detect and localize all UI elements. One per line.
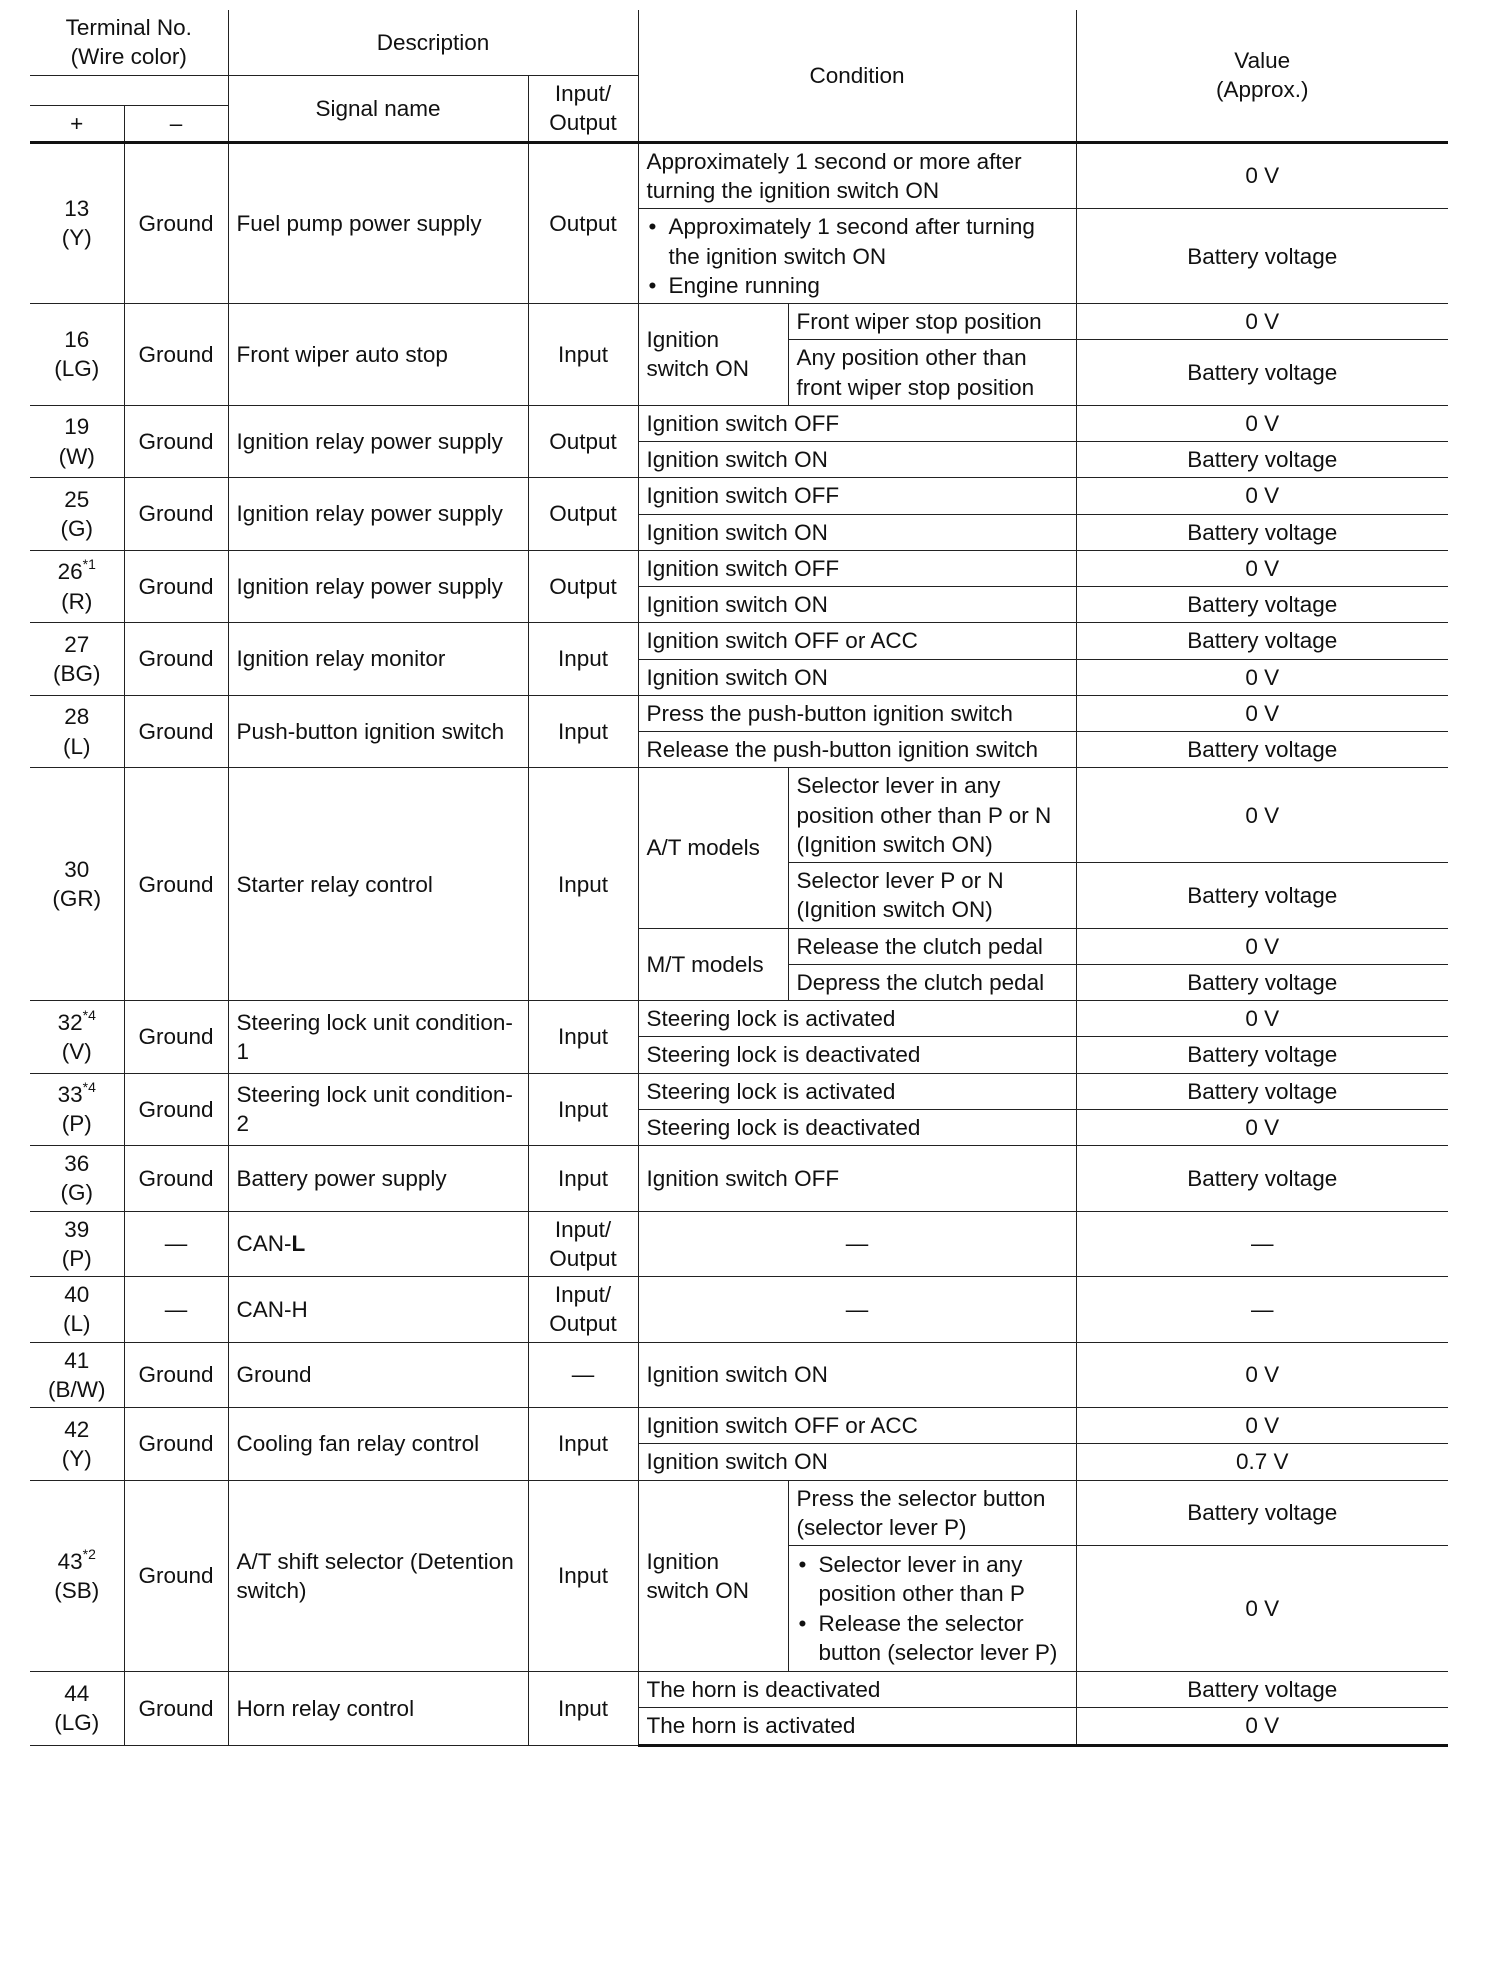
condition-cell: The horn is activated (638, 1708, 1076, 1745)
value-cell: 0 V (1076, 1342, 1448, 1408)
condition-group-cell: Ignition switch ON (638, 1480, 788, 1672)
value-cell: — (1076, 1277, 1448, 1343)
table-row (30, 1342, 1448, 1408)
table-row (30, 478, 1448, 514)
value-cell: Battery voltage (1076, 1037, 1448, 1073)
value-cell: Battery voltage (1076, 732, 1448, 768)
condition-cell: — (638, 1277, 1076, 1343)
terminal-spec-table-wrapper (30, 10, 1448, 1747)
terminal-number: 44 (64, 1681, 90, 1706)
terminal-number: 32 (57, 1009, 83, 1035)
table-row (30, 1001, 1448, 1037)
table-row (30, 1672, 1448, 1708)
value-cell: 0 V (1076, 1001, 1448, 1037)
wire-color: (LG) (54, 356, 100, 382)
value-cell: 0 V (1076, 928, 1448, 964)
condition-cell (788, 1546, 1076, 1672)
condition-cell (638, 209, 1076, 304)
signal-name-cell: Ground (228, 1342, 528, 1408)
terminal-number: 39 (64, 1216, 90, 1242)
negative-terminal-cell: Ground (124, 768, 228, 1001)
condition-cell: Any position other than front wiper stop position (788, 340, 1076, 406)
value-cell: Battery voltage (1076, 340, 1448, 406)
signal-name-cell: Steering lock unit condition-1 (228, 1001, 528, 1074)
negative-terminal-cell: Ground (124, 1342, 228, 1408)
io-cell: Input (528, 695, 638, 768)
value-cell: Battery voltage (1076, 964, 1448, 1000)
wire-color: (V) (61, 1038, 92, 1064)
value-cell: Battery voltage (1076, 1073, 1448, 1109)
value-cell: 0 V (1076, 142, 1448, 209)
condition-cell: Ignition switch ON (638, 442, 1076, 478)
terminal-cell (30, 1408, 124, 1481)
condition-cell: — (638, 1211, 1076, 1277)
condition-cell: Selector lever in any position other than P or N (Ignition switch ON) (788, 768, 1076, 863)
minus-header: – (124, 105, 228, 142)
terminal-cell (30, 768, 124, 1001)
wire-color: (P) (61, 1111, 92, 1137)
terminal-cell (30, 1146, 124, 1212)
negative-terminal-cell: Ground (124, 550, 228, 623)
negative-terminal-cell: Ground (124, 478, 228, 551)
condition-bullet-list (797, 1550, 1068, 1667)
terminal-footnote-marker: *4 (82, 1006, 96, 1023)
terminal-cell (30, 405, 124, 478)
signal-name-cell: Steering lock unit condition-2 (228, 1073, 528, 1146)
terminal-cell (30, 1073, 124, 1146)
condition-bullet: • Release the selector button (selector lever P) (797, 1609, 1068, 1668)
negative-terminal-cell: Ground (124, 1408, 228, 1481)
wire-color: (B/W) (48, 1376, 106, 1402)
value-cell: 0 V (1076, 1408, 1448, 1444)
signal-name-cell: Ignition relay monitor (228, 623, 528, 696)
io-cell: Output (528, 478, 638, 551)
terminal-cell (30, 304, 124, 406)
value-cell: 0 V (1076, 1109, 1448, 1145)
condition-cell: Ignition switch OFF (638, 478, 1076, 514)
condition-cell: Press the selector button (selector lever P) (788, 1480, 1076, 1546)
condition-cell: Depress the clutch pedal (788, 964, 1076, 1000)
condition-cell: Approximately 1 second or more after turning the ignition switch ON (638, 142, 1076, 209)
terminal-cell (30, 478, 124, 551)
terminal-cell (30, 1672, 124, 1746)
wire-color: (L) (63, 733, 91, 759)
terminal-footnote-marker: *4 (82, 1079, 96, 1095)
io-cell: Output (528, 405, 638, 478)
condition-cell: Ignition switch OFF (638, 1146, 1076, 1212)
condition-cell: Release the clutch pedal (788, 928, 1076, 964)
condition-bullet-list (647, 212, 1068, 300)
condition-cell: Ignition switch ON (638, 1342, 1076, 1408)
value-cell: 0 V (1076, 1546, 1448, 1672)
condition-cell: Front wiper stop position (788, 304, 1076, 340)
terminal-spec-table (30, 10, 1448, 1747)
wire-color: (G) (60, 1180, 93, 1206)
terminal-number: 40 (64, 1282, 90, 1307)
terminal-no-header: Terminal No. (Wire color) (30, 10, 228, 75)
value-cell: Battery voltage (1076, 442, 1448, 478)
condition-cell: Release the push-button ignition switch (638, 732, 1076, 768)
table-row (30, 695, 1448, 731)
terminal-number: 25 (64, 486, 90, 512)
table-row (30, 623, 1448, 659)
wire-color: (SB) (54, 1577, 100, 1603)
signal-name-cell: Starter relay control (228, 768, 528, 1001)
condition-cell: Selector lever P or N (Ignition switch ON) (788, 863, 1076, 929)
terminal-footnote-marker: *2 (82, 1545, 96, 1562)
negative-terminal-cell: Ground (124, 304, 228, 406)
negative-terminal-cell: Ground (124, 1073, 228, 1146)
value-cell: Battery voltage (1076, 1480, 1448, 1546)
negative-terminal-cell: Ground (124, 405, 228, 478)
value-cell: 0 V (1076, 550, 1448, 586)
value-cell: Battery voltage (1076, 623, 1448, 659)
table-row (30, 1211, 1448, 1277)
condition-group-cell: M/T models (638, 928, 788, 1001)
signal-name-cell: Ignition relay power supply (228, 550, 528, 623)
condition-group-cell: Ignition switch ON (638, 304, 788, 406)
wire-color: (BG) (53, 661, 101, 686)
wire-color: (W) (58, 443, 95, 469)
table-row (30, 768, 1448, 863)
condition-bullet: • Selector lever in any position other than P (797, 1550, 1068, 1609)
value-cell: Battery voltage (1076, 863, 1448, 929)
condition-cell: Ignition switch OFF (638, 405, 1076, 441)
terminal-cell (30, 1211, 124, 1277)
terminal-number: 41 (64, 1347, 90, 1373)
io-cell: Input (528, 1073, 638, 1146)
signal-name-cell: CAN-H (228, 1277, 528, 1343)
value-cell: — (1076, 1211, 1448, 1277)
signal-name-emphasis: L (291, 1231, 306, 1257)
io-cell: Output (528, 550, 638, 623)
signal-name-cell: CAN-L (228, 1211, 528, 1277)
terminal-footnote-marker: *1 (82, 556, 96, 573)
terminal-cell (30, 142, 124, 303)
wire-color: (Y) (61, 225, 92, 251)
negative-terminal-cell: Ground (124, 1146, 228, 1212)
value-cell: Battery voltage (1076, 209, 1448, 304)
value-cell: 0 V (1076, 304, 1448, 340)
value-cell: 0 V (1076, 405, 1448, 441)
wire-color: (LG) (54, 1710, 100, 1736)
terminal-cell (30, 1480, 124, 1672)
description-header: Description (228, 10, 638, 75)
terminal-cell (30, 623, 124, 696)
condition-cell: Ignition switch ON (638, 587, 1076, 623)
terminal-number: 19 (64, 414, 90, 440)
signal-name-cell: Ignition relay power supply (228, 478, 528, 551)
wire-color: (G) (60, 516, 93, 541)
negative-terminal-cell: Ground (124, 1672, 228, 1746)
table-header (30, 10, 1448, 142)
io-cell: Input/ Output (528, 1211, 638, 1277)
condition-cell: Ignition switch ON (638, 1444, 1076, 1480)
terminal-number: 43 (57, 1548, 83, 1574)
condition-cell: Ignition switch OFF or ACC (638, 623, 1076, 659)
value-cell: Battery voltage (1076, 1672, 1448, 1708)
terminal-number: 36 (64, 1151, 90, 1176)
condition-header: Condition (638, 10, 1076, 142)
terminal-header-spacer (30, 75, 228, 105)
table-row (30, 550, 1448, 586)
io-cell: Output (528, 142, 638, 303)
io-cell: Input (528, 1480, 638, 1672)
signal-name-cell: Push-button ignition switch (228, 695, 528, 768)
signal-name-cell: Battery power supply (228, 1146, 528, 1212)
terminal-cell (30, 550, 124, 623)
condition-cell: Steering lock is deactivated (638, 1109, 1076, 1145)
io-cell: Input (528, 768, 638, 1001)
wire-color: (L) (63, 1311, 91, 1337)
table-row (30, 1480, 1448, 1546)
terminal-number: 28 (64, 704, 90, 730)
value-cell: 0 V (1076, 659, 1448, 695)
condition-group-cell: A/T models (638, 768, 788, 928)
value-header: Value (Approx.) (1076, 10, 1448, 142)
table-row (30, 1408, 1448, 1444)
io-cell: Input (528, 1672, 638, 1746)
signal-name-cell: Cooling fan relay control (228, 1408, 528, 1481)
condition-cell: Ignition switch ON (638, 659, 1076, 695)
terminal-cell (30, 1342, 124, 1408)
terminal-number: 26 (57, 559, 83, 585)
io-cell: — (528, 1342, 638, 1408)
condition-cell: Press the push-button ignition switch (638, 695, 1076, 731)
condition-cell: Ignition switch ON (638, 514, 1076, 550)
value-cell: Battery voltage (1076, 514, 1448, 550)
table-row (30, 405, 1448, 441)
signal-name-header: Signal name (228, 75, 528, 142)
value-cell: 0.7 V (1076, 1444, 1448, 1480)
terminal-cell (30, 1277, 124, 1343)
value-cell: 0 V (1076, 478, 1448, 514)
condition-cell: Steering lock is activated (638, 1073, 1076, 1109)
io-cell: Input/ Output (528, 1277, 638, 1343)
condition-cell: Steering lock is activated (638, 1001, 1076, 1037)
io-cell: Input (528, 1001, 638, 1074)
terminal-number: 27 (64, 631, 90, 657)
table-row (30, 142, 1448, 209)
terminal-cell (30, 1001, 124, 1074)
signal-name-cell: Horn relay control (228, 1672, 528, 1746)
condition-cell: Steering lock is deactivated (638, 1037, 1076, 1073)
wire-color: (R) (61, 588, 93, 614)
wire-color: (Y) (61, 1445, 92, 1471)
table-row (30, 1146, 1448, 1212)
io-header: Input/ Output (528, 75, 638, 142)
negative-terminal-cell: Ground (124, 142, 228, 303)
condition-cell: Ignition switch OFF (638, 550, 1076, 586)
condition-cell: The horn is deactivated (638, 1672, 1076, 1708)
terminal-number: 13 (64, 196, 90, 222)
io-cell: Input (528, 1146, 638, 1212)
terminal-number: 33 (57, 1082, 83, 1107)
terminal-number: 42 (64, 1416, 90, 1442)
negative-terminal-cell: Ground (124, 623, 228, 696)
table-body (30, 142, 1448, 1745)
terminal-number: 30 (64, 856, 90, 882)
value-cell: 0 V (1076, 1708, 1448, 1745)
io-cell: Input (528, 1408, 638, 1481)
negative-terminal-cell: Ground (124, 695, 228, 768)
negative-terminal-cell: — (124, 1211, 228, 1277)
value-cell: Battery voltage (1076, 1146, 1448, 1212)
condition-cell: Ignition switch OFF or ACC (638, 1408, 1076, 1444)
condition-bullet: • Engine running (647, 271, 1068, 300)
value-cell: 0 V (1076, 768, 1448, 863)
signal-name-cell: Fuel pump power supply (228, 142, 528, 303)
table-row (30, 1277, 1448, 1343)
value-cell: 0 V (1076, 695, 1448, 731)
signal-name-cell: A/T shift selector (Detention switch) (228, 1480, 528, 1672)
table-row (30, 1073, 1448, 1109)
negative-terminal-cell: Ground (124, 1480, 228, 1672)
terminal-cell (30, 695, 124, 768)
signal-name-cell: Ignition relay power supply (228, 405, 528, 478)
condition-bullet: • Approximately 1 second after turning the ignition switch ON (647, 212, 1068, 271)
negative-terminal-cell: Ground (124, 1001, 228, 1074)
negative-terminal-cell: — (124, 1277, 228, 1343)
io-cell: Input (528, 623, 638, 696)
plus-header: + (30, 105, 124, 142)
wire-color: (P) (61, 1245, 92, 1271)
wire-color: (GR) (52, 886, 102, 912)
value-cell: Battery voltage (1076, 587, 1448, 623)
signal-name-cell: Front wiper auto stop (228, 304, 528, 406)
terminal-number: 16 (64, 327, 90, 353)
table-row (30, 304, 1448, 340)
io-cell: Input (528, 304, 638, 406)
